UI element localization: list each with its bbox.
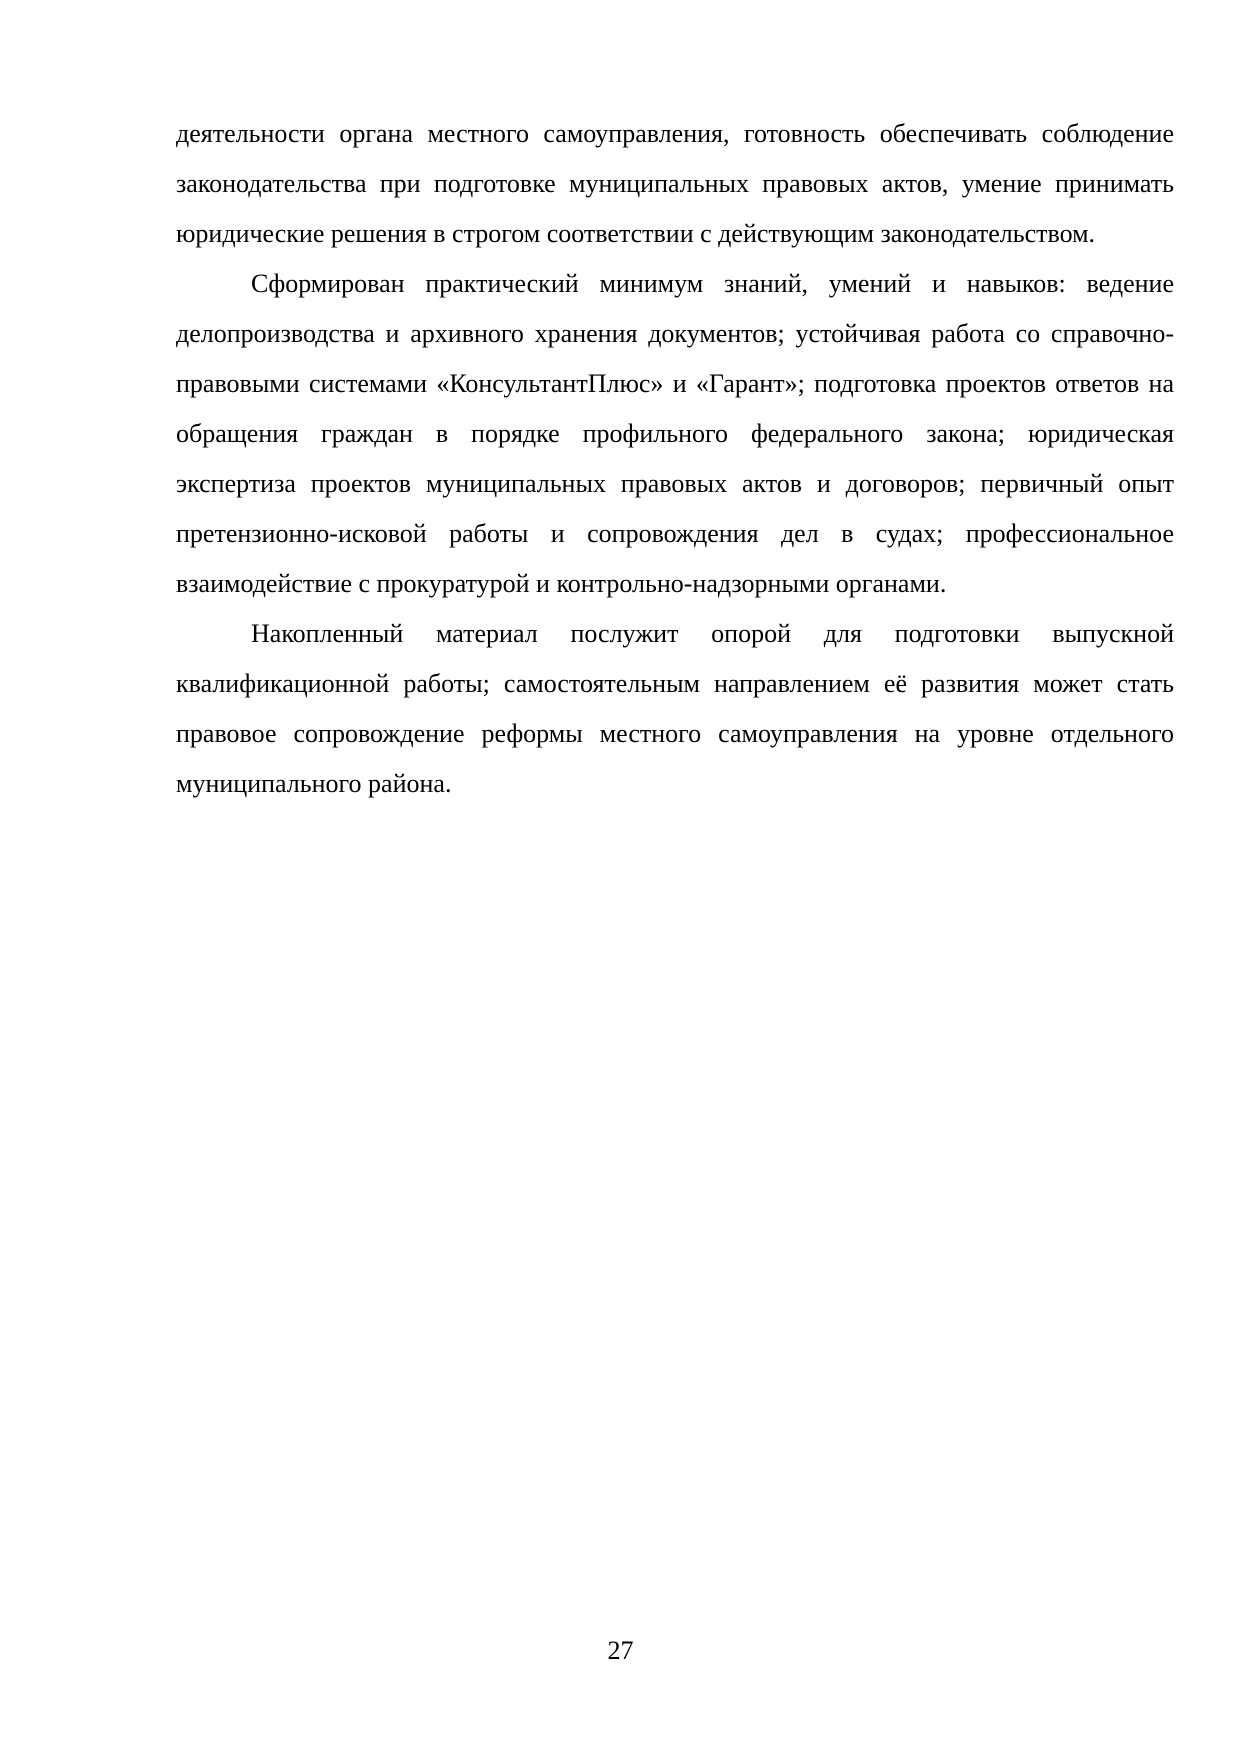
paragraph-continuation: деятельности органа местного самоуправления, готовность обеспечивать соблюдение законодательства при подготовке муниципальных правовых актов, умение принимать юридические решения в строгом соответствии с действующим законодательством. [176, 119, 1174, 248]
paragraph-practical-skills: Сформирован практический минимум знаний, умений и навыков: ведение делопроизводства и архивного хранения документов; устойчивая работа со справочно-правовыми системами «КонсультантПлюс» и «Гарант»; подготовка проектов ответов на обращения граждан в порядке профильного федерального закона; юридическая экспертиза проектов муниципальных правовых актов и договоров; первичный опыт претензионно-исковой работы и сопровождения дел в судах; профессиональное взаимодействие с прокуратурой и контрольно-надзорными органами. [176, 269, 1174, 598]
body-text [176, 109, 1174, 809]
paragraph-conclusion: Накопленный материал послужит опорой для подготовки выпускной квалификационной работы; самостоятельным направлением её развития может стать правовое сопровождение реформы местного самоуправления на уровне отдельного муниципального района. [176, 619, 1174, 798]
page-number: 27 [607, 1636, 634, 1665]
